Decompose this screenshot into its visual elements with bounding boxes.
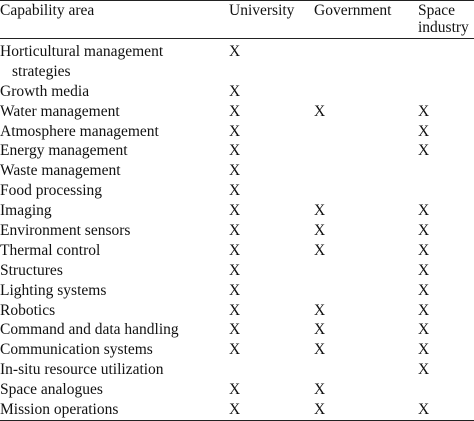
university-mark-cell: X [229,341,241,359]
header-capability-area: Capability area [0,2,95,19]
university-mark-cell: X [229,281,241,299]
table-row [0,82,474,102]
university-mark-cell: X [229,222,241,240]
university-mark-cell: X [229,102,241,120]
government-mark-cell: X [314,241,326,259]
government-mark-cell: X [314,321,326,339]
table-row [0,241,474,261]
capability-cell: Space analogues [0,381,103,399]
university-mark-cell: X [229,401,241,419]
table-row [0,301,474,321]
space-mark-cell: X [418,202,430,220]
university-mark-cell: X [229,43,241,60]
government-mark-cell: X [314,202,326,220]
table-row [0,380,474,400]
table-row [0,261,474,281]
space-mark-cell: X [418,102,430,120]
space-mark-cell: X [418,301,430,319]
capability-cell: Water management [0,102,120,120]
capability-cell: Atmosphere management [0,122,159,140]
table-row [0,320,474,340]
space-mark-cell: X [418,321,430,339]
capability-cell: Growth media [0,82,90,100]
university-mark-cell: X [229,82,241,100]
space-mark-cell: X [418,142,430,160]
space-mark-cell: X [418,401,430,419]
table-row [0,122,474,142]
university-mark-cell: X [229,321,241,339]
space-mark-cell: X [418,222,430,240]
space-mark-cell: X [418,281,430,299]
capability-cell: Structures [0,261,63,279]
table-row [0,360,474,380]
table-row [0,102,474,122]
capability-cell: Imaging [0,202,52,220]
table-row [0,161,474,181]
table-row [0,141,474,161]
table-row [0,400,474,420]
government-mark-cell: X [314,381,326,399]
capability-cell: Environment sensors [0,222,131,240]
header-space-line1: Space [418,2,456,19]
government-mark-cell: X [314,301,326,319]
table-row [0,181,474,201]
space-mark-cell: X [418,261,430,279]
capability-cell: Energy management [0,142,128,160]
government-mark-cell: X [314,102,326,120]
header-space-line2: industry [418,19,469,36]
table-body [0,42,474,420]
capability-cell: Robotics [0,301,56,319]
space-mark-cell: X [418,241,430,259]
capability-cell: Thermal control [0,241,101,259]
capability-cell: Horticultural management strategies [0,43,164,80]
table-row [0,201,474,221]
university-mark-cell: X [229,261,241,279]
government-mark-cell: X [314,341,326,359]
capability-cell: Waste management [0,162,121,180]
space-mark-cell: X [418,341,430,359]
university-mark-cell: X [229,202,241,220]
university-mark-cell: X [229,381,241,399]
space-mark-cell: X [418,122,430,140]
university-mark-cell: X [229,122,241,140]
capability-cell: Command and data handling [0,321,179,339]
capability-cell: Lighting systems [0,281,107,299]
capability-cell: In-situ resource utilization [0,361,164,379]
table-top-rule [0,0,474,1]
space-mark-cell: X [418,361,430,379]
university-mark-cell: X [229,162,241,180]
header-divider-rule [0,38,474,39]
table-row [0,340,474,360]
capability-cell: Mission operations [0,401,119,419]
university-mark-cell: X [229,142,241,160]
table-row [0,42,474,82]
university-mark-cell: X [229,301,241,319]
government-mark-cell: X [314,401,326,419]
university-mark-cell: X [229,241,241,259]
government-mark-cell: X [314,222,326,240]
header-university: University [229,2,295,19]
header-space-industry [418,2,469,36]
capability-cell: Communication systems [0,341,153,359]
table-row [0,281,474,301]
table-row [0,221,474,241]
capability-cell: Food processing [0,182,103,200]
header-government: Government [314,2,392,19]
university-mark-cell: X [229,182,241,200]
